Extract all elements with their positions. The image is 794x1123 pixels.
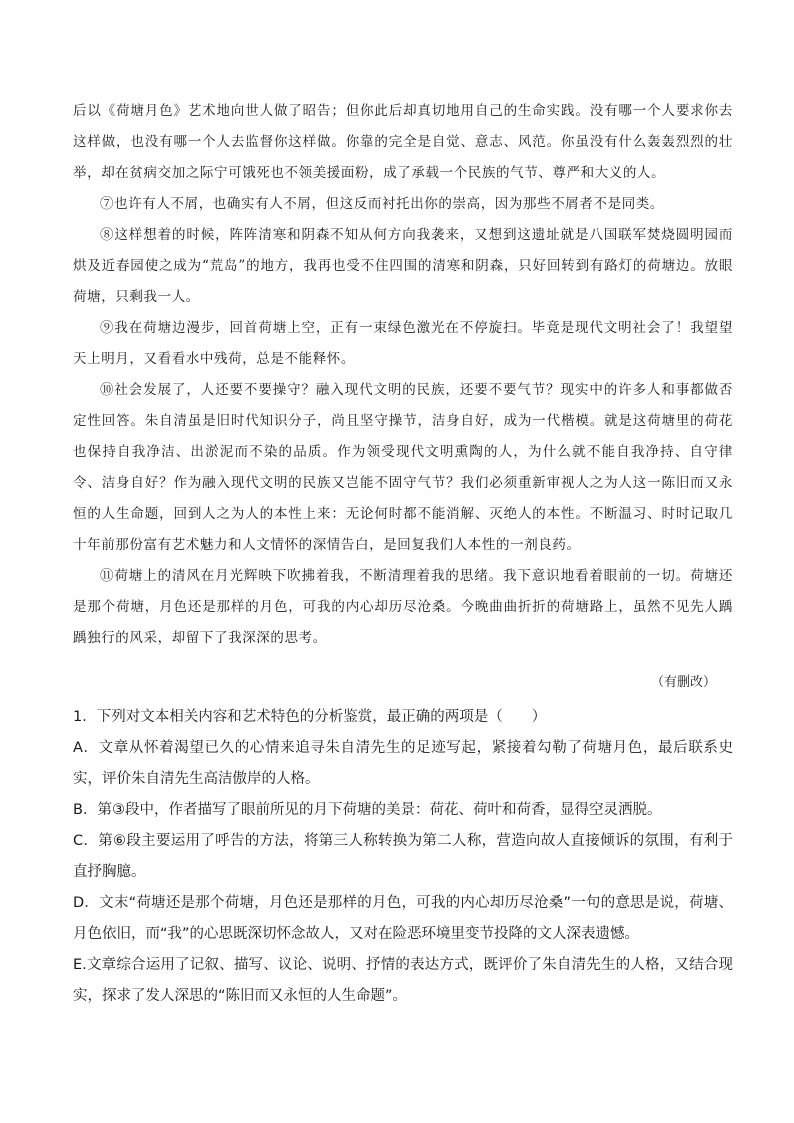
reading-passage: [73, 96, 733, 654]
option-d: D．文末“荷塘还是那个荷塘，月色还是那样的月色，可我的内心却历尽沧桑”一句的意思是说，荷塘、月色依旧，而“我”的心思既深切怀念故人，又对在险恶环境里变节投降的文人深表遗憾。: [73, 895, 733, 942]
paragraph-10: ⑩社会发展了，人还要不要操守？融入现代文明的民族，还要不要气节？现实中的许多人和事都做否定性回答。朱自清虽是旧时代知识分子，尚且坚守操节，洁身自好，成为一代楷模。就是这荷塘里的荷花也保持自我净洁、出淤泥而不染的品质。作为领受现代文明熏陶的人，为什么就不能自我净持、自守律令、洁身自好？作为融入现代文明的民族又岂能不固守气节？我们必须重新审视人之为人这一陈旧而又永恒的人生命题，回到人之为人的本性上来：无论何时都不能消解、灭绝人的本性。不断温习、时时记取几十年前那份富有艺术魅力和人文情怀的深情告白，是回复我们人本性的一剂良药。: [73, 382, 733, 553]
paragraph-8: ⑧这样想着的时候，阵阵清寒和阴森不知从何方向我袭来，又想到这遗址就是八国联军焚烧圆明园而烘及近春园使之成为“荒岛”的地方，我再也受不住四围的清寒和阴森，只好回转到有路灯的荷塘边。放眼荷塘，只剩我一人。: [73, 227, 733, 305]
question-stem: 1．下列对文本相关内容和艺术特色的分析鉴赏，最正确的两项是（ ）: [73, 709, 547, 725]
paragraph-9: ⑨我在荷塘边漫步，回首荷塘上空，正有一束绿色激光在不停旋扫。毕竟是现代文明社会了！我望望天上明月，又看看水中残荷，总是不能释怀。: [73, 320, 733, 367]
paragraph-7: ⑦也许有人不屑，也确实有人不屑，但这反而衬托出你的崇高，因为那些不屑者不是同类。: [100, 196, 664, 212]
question-1: [73, 702, 733, 1012]
paragraph-6-continued: 后以《荷塘月色》艺术地向世人做了昭告；但你此后却真切地用自己的生命实践。没有哪一个人要求你去这样做，也没有哪一个人去监督你这样做。你靠的完全是自觉、意志、风范。你虽没有什么轰轰烈烈的壮举，却在贫病交加之际宁可饿死也不领美援面粉，成了承载一个民族的气节、尊严和大义的人。: [73, 103, 733, 181]
source-note: （有删改）: [650, 675, 716, 690]
option-e: E.文章综合运用了记叙、描写、议论、说明、抒情的表达方式，既评价了朱自清先生的人格，又结合现实，探求了发人深思的“陈旧而又永恒的人生命题”。: [73, 957, 733, 1004]
option-c: C．第⑥段主要运用了呼告的方法，将第三人称转换为第二人称，营造向故人直接倾诉的氛围，有利于直抒胸臆。: [73, 833, 733, 880]
option-b: B．第③段中，作者描写了眼前所见的月下荷塘的美景：荷花、荷叶和荷香，显得空灵洒脱。: [73, 802, 662, 818]
paragraph-11: ⑪荷塘上的清风在月光辉映下吹拂着我，不断清理着我的思绪。我下意识地看着眼前的一切。荷塘还是那个荷塘，月色还是那样的月色，可我的内心却历尽沧桑。今晚曲曲折折的荷塘路上，虽然不见先人踽踽独行的风采，却留下了我深深的思考。: [73, 568, 733, 646]
option-a: A．文章从怀着渴望已久的心情来追寻朱自清先生的足迹写起，紧接着勾勒了荷塘月色，最后联系史实，评价朱自清先生高洁傲岸的人格。: [73, 740, 733, 787]
